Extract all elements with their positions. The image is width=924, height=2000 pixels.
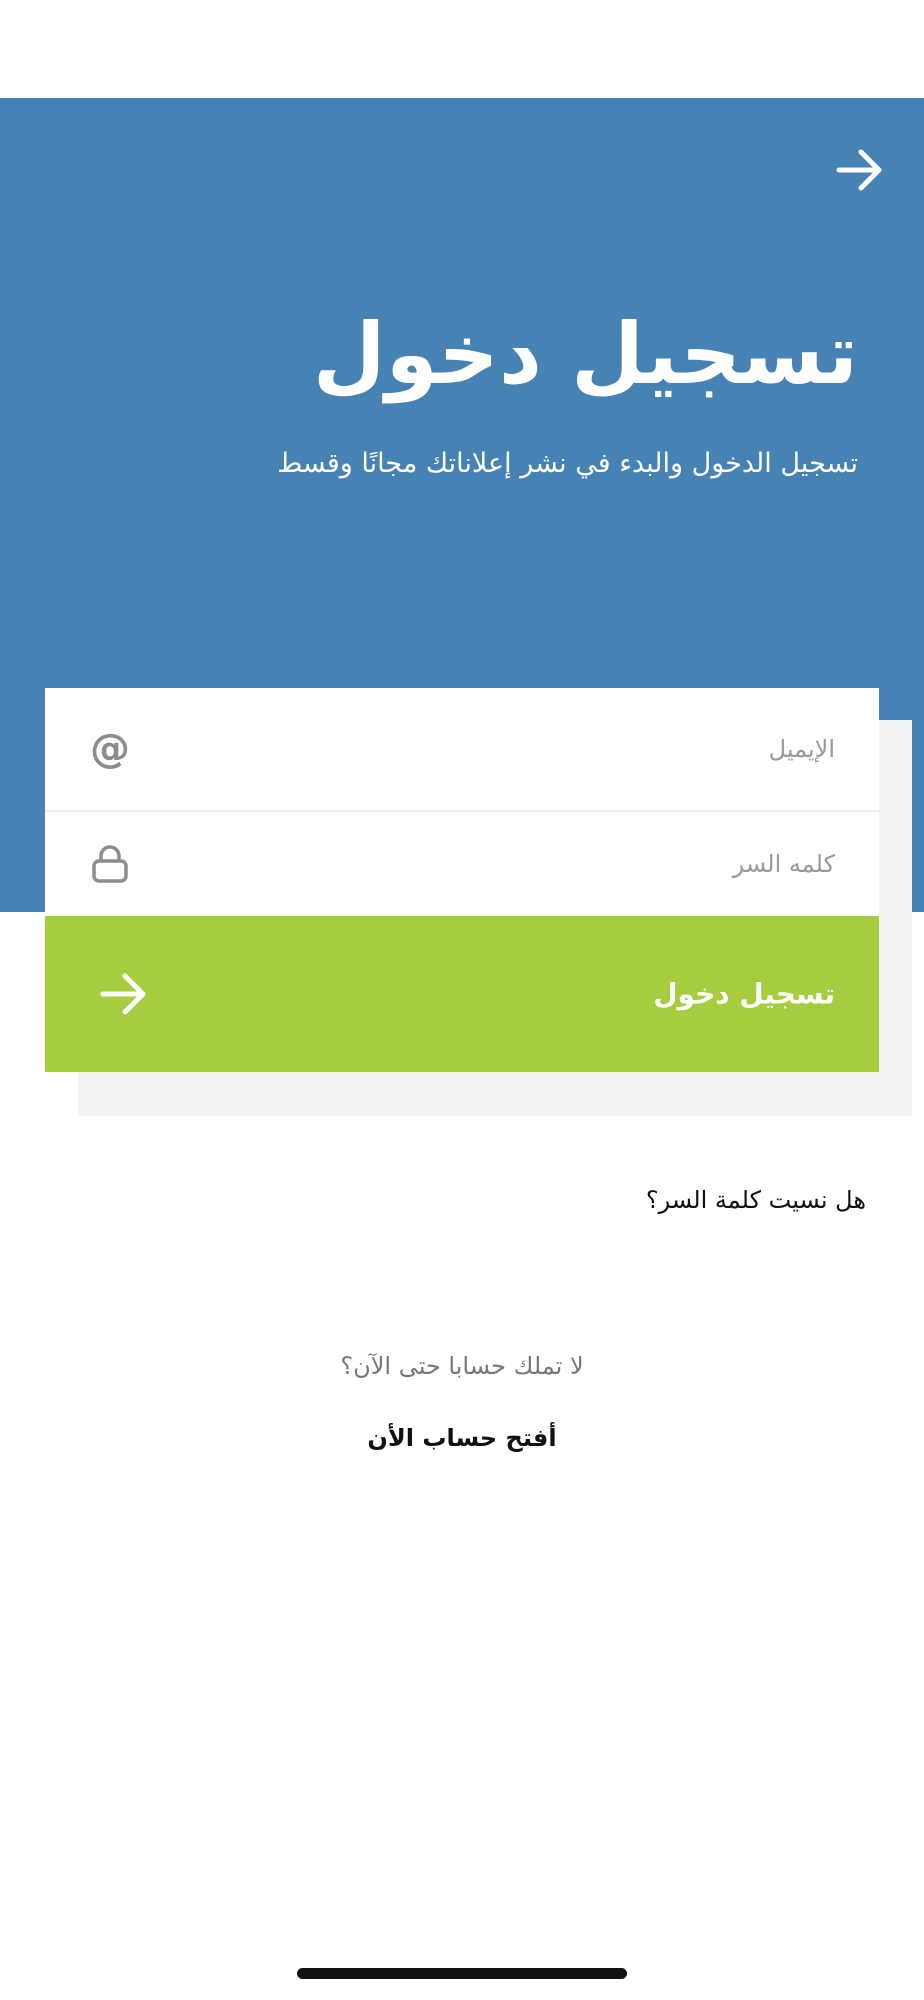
email-row (45, 688, 879, 812)
arrow-right-icon (835, 145, 885, 195)
home-indicator (297, 1968, 627, 1979)
back-button[interactable] (832, 142, 888, 198)
password-field[interactable] (215, 812, 835, 916)
forgot-password-link[interactable]: هل نسيت كلمة السر؟ (645, 1186, 866, 1214)
page-title: تسجيل دخول (312, 305, 858, 403)
open-account-link[interactable]: أفتح حساب الأن (367, 1424, 557, 1452)
login-button-label: تسجيل دخول (653, 977, 835, 1011)
no-account-text: لا تملك حسابا حتى الآن؟ (340, 1352, 584, 1380)
login-button[interactable] (45, 916, 879, 1072)
email-field[interactable] (215, 688, 835, 810)
page-subtitle: تسجيل الدخول والبدء في نشر إعلاناتك مجانًا وقسط (277, 448, 858, 479)
lock-icon (87, 841, 133, 887)
arrow-right-icon (97, 967, 151, 1021)
password-row (45, 812, 879, 916)
at-sign-icon: @ (90, 726, 130, 772)
login-form (45, 688, 879, 1072)
